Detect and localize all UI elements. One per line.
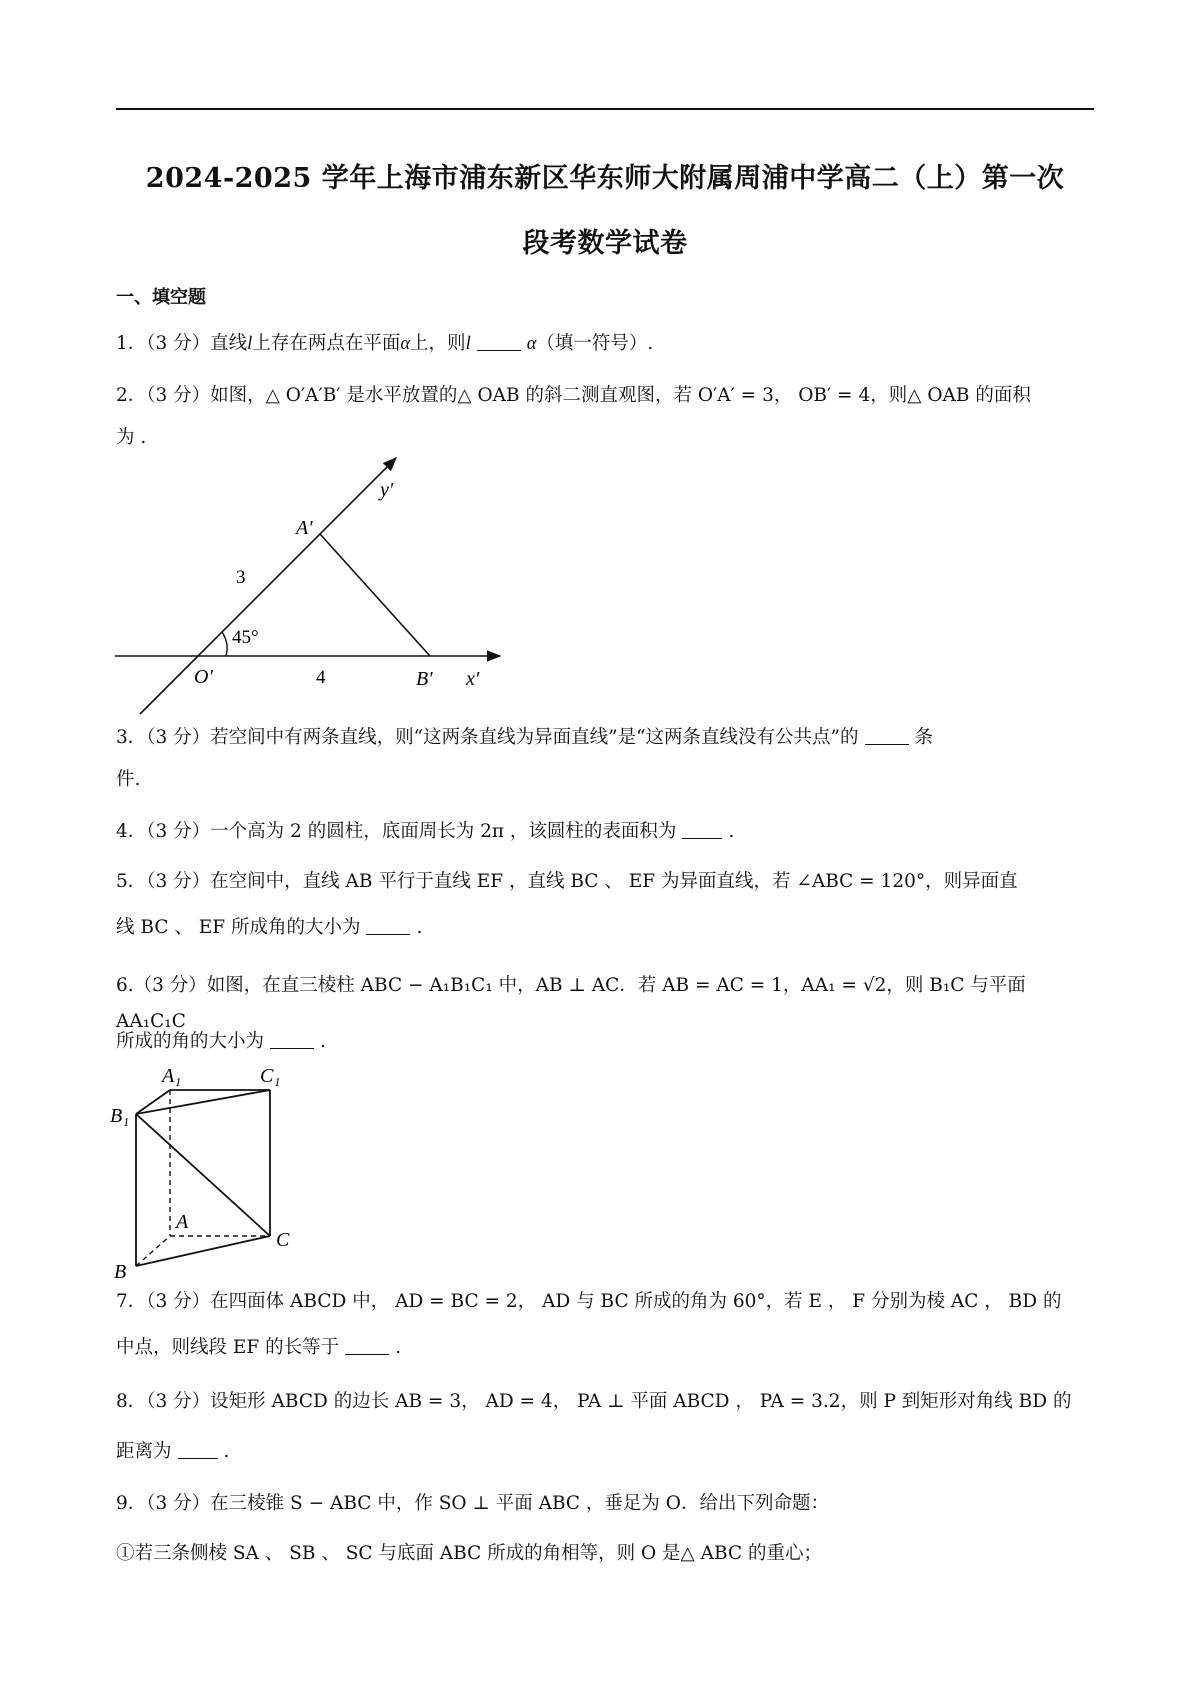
- figure-oblique-projection: [110, 452, 510, 722]
- answer-blank[interactable]: [366, 916, 410, 936]
- question-4: 4．（3 分）一个高为 2 的圆柱，底面周长为 2π ，该圆柱的表面积为 .: [116, 821, 735, 842]
- answer-blank[interactable]: [477, 332, 521, 352]
- label-B: B: [114, 1261, 127, 1283]
- question-6-line2: 所成的角的大小为 .: [116, 1031, 326, 1052]
- question-2-line1: 2．（3 分）如图，△ O′A′B′ 是水平放置的△ OAB 的斜二测直观图，若 O′A′ = 3， OB′ = 4，则△ OAB 的面积: [116, 385, 1031, 406]
- answer-blank[interactable]: [865, 726, 909, 746]
- question-5-line1: 5．（3 分）在空间中，直线 AB 平行于直线 EF ，直线 BC 、 EF 为异面直线，若 ∠ABC = 120°，则异面直: [116, 871, 1018, 892]
- page-title-line2: 段考数学试卷: [522, 228, 688, 259]
- label-A1: A₁: [162, 1066, 182, 1087]
- label-A: A: [176, 1211, 189, 1233]
- section-heading: 一、填空题: [116, 287, 206, 308]
- label-x-axis: x′: [466, 668, 480, 690]
- label-B: B′: [416, 668, 433, 690]
- figure-triangular-prism: [110, 1066, 310, 1286]
- question-7-line1: 7．（3 分）在四面体 ABCD 中， AD = BC = 2， AD 与 BC 所成的角为 60°，若 E ， F 分别为棱 AC ， BD 的: [116, 1291, 1062, 1312]
- answer-blank[interactable]: [270, 1030, 314, 1050]
- question-3-line1: 3．（3 分）若空间中有两条直线，则“这两条直线为异面直线”是“这两条直线没有公共点”的 条: [116, 727, 934, 748]
- label-C1: C₁: [260, 1066, 281, 1087]
- question-9-line2: ①若三条侧棱 SA 、 SB 、 SC 与底面 ABC 所成的角相等，则 O 是△ ABC 的重心；: [116, 1543, 823, 1564]
- question-8-line1: 8．（3 分）设矩形 ABCD 的边长 AB = 3， AD = 4， PA ⊥ 平面 ABCD ， PA = 3.2，则 P 到矩形对角线 BD 的: [116, 1391, 1072, 1412]
- answer-blank[interactable]: [345, 1336, 389, 1356]
- label-O: O′: [194, 666, 213, 688]
- y-axis-line: [140, 458, 396, 714]
- label-angle: 45°: [232, 627, 259, 648]
- header-rule: [116, 108, 1094, 110]
- label-side-OA: 3: [236, 567, 246, 588]
- question-8-line2: 距离为 .: [116, 1441, 230, 1462]
- label-B1: B₁: [110, 1105, 130, 1127]
- label-C: C: [276, 1229, 290, 1251]
- answer-blank[interactable]: [682, 820, 722, 840]
- question-6-line1: 6.（3 分）如图，在直三棱柱 ABC − A₁B₁C₁ 中，AB ⊥ AC．若 AB = AC = 1，AA₁ = √2，则 B₁C 与平面 AA₁C₁C: [116, 975, 1026, 1032]
- question-5-line2: 线 BC 、 EF 所成角的大小为 .: [116, 917, 423, 938]
- question-1: 1．（3 分）直线l上存在两点在平面α上，则l α（填一符号）.: [116, 333, 654, 354]
- label-A: A′: [296, 517, 313, 539]
- angle-arc: [222, 632, 227, 656]
- question-2-line2: 为 .: [116, 427, 147, 448]
- answer-blank[interactable]: [178, 1440, 218, 1460]
- question-7-line2: 中点，则线段 EF 的长等于 .: [116, 1337, 401, 1358]
- question-3-line2: 件.: [116, 769, 141, 790]
- label-y-axis: y′: [380, 479, 394, 501]
- page-title-line1: 2024-2025 学年上海市浦东新区华东师大附属周浦中学高二（上）第一次: [145, 163, 1065, 194]
- segment-AB: [320, 534, 430, 656]
- label-side-OB: 4: [316, 667, 326, 688]
- question-9-line1: 9．（3 分）在三棱锥 S − ABC 中，作 SO ⊥ 平面 ABC ，垂足为 O．给出下列命题：: [116, 1493, 829, 1514]
